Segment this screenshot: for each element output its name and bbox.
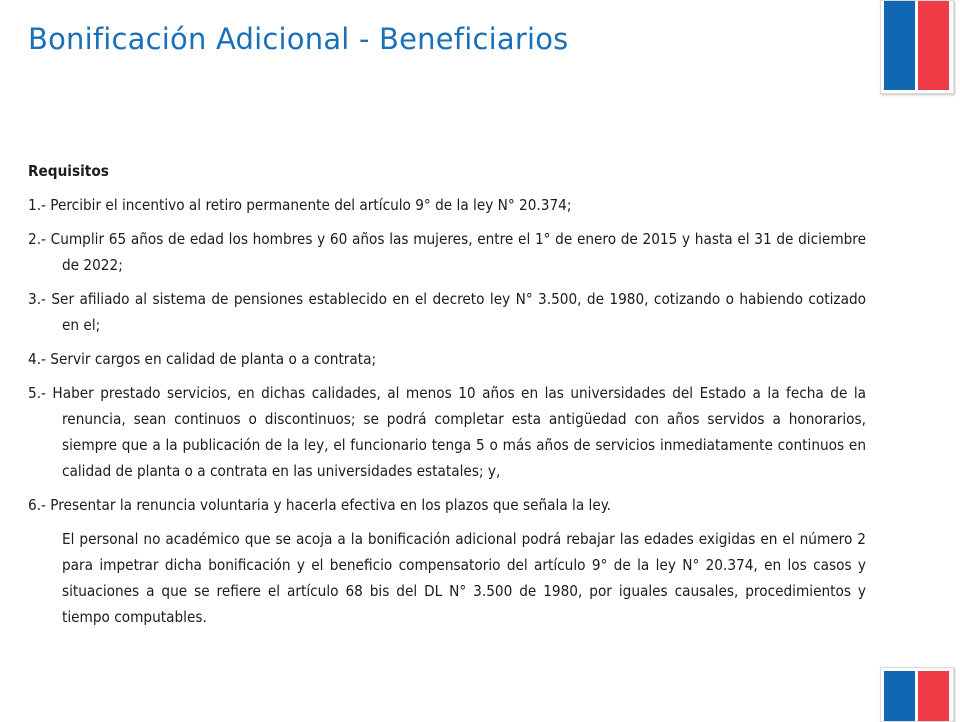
page-title: Bonificación Adicional - Beneficiarios [28,22,569,56]
chile-flag-logo-bottom [880,667,954,722]
flag-red-stripe [918,671,949,721]
requirement-item-5: 5.- Haber prestado servicios, en dichas calidades, al menos 10 años en las universidades del Estado a la fecha de la renuncia, sean continuos o discontinuos; se podrá completar esta antigüedad con años servidos a honorarios, siempre que a la publicación de la ley, el funcionario tenga 5 o más años de servicios inmediatamente continuos en calidad de planta o a contrata en las universidades estatales; y, [28,384,866,480]
requirement-item-4: 4.- Servir cargos en calidad de planta o a contrata; [28,350,377,368]
flag-blue-stripe [884,1,915,90]
requirement-item-2: 2.- Cumplir 65 años de edad los hombres y 60 años las mujeres, entre el 1° de enero de 2015 y hasta el 31 de diciembre de 2022; [28,230,866,274]
requirement-item-1: 1.- Percibir el incentivo al retiro permanente del artículo 9° de la ley N° 20.374; [28,196,572,214]
flag-red-stripe [918,1,949,90]
flag-blue-stripe [884,671,915,721]
requirements-heading: Requisitos [28,162,109,180]
requirements-section [28,158,866,630]
requirement-item-3: 3.- Ser afiliado al sistema de pensiones establecido en el decreto ley N° 3.500, de 1980, cotizando o habiendo cotizado en el; [28,290,866,334]
chile-flag-logo-top [880,0,954,94]
additional-note: El personal no académico que se acoja a la bonificación adicional podrá rebajar las edades exigidas en el número 2 para impetrar dicha bonificación y el beneficio compensatorio del artículo 9° de la ley N° 20.374, en los casos y situaciones a que se refiere el artículo 68 bis del DL N° 3.500 de 1980, por iguales causales, procedimientos y tiempo computables. [62,530,866,626]
requirement-item-6: 6.- Presentar la renuncia voluntaria y hacerla efectiva en los plazos que señala la ley. [28,496,611,514]
